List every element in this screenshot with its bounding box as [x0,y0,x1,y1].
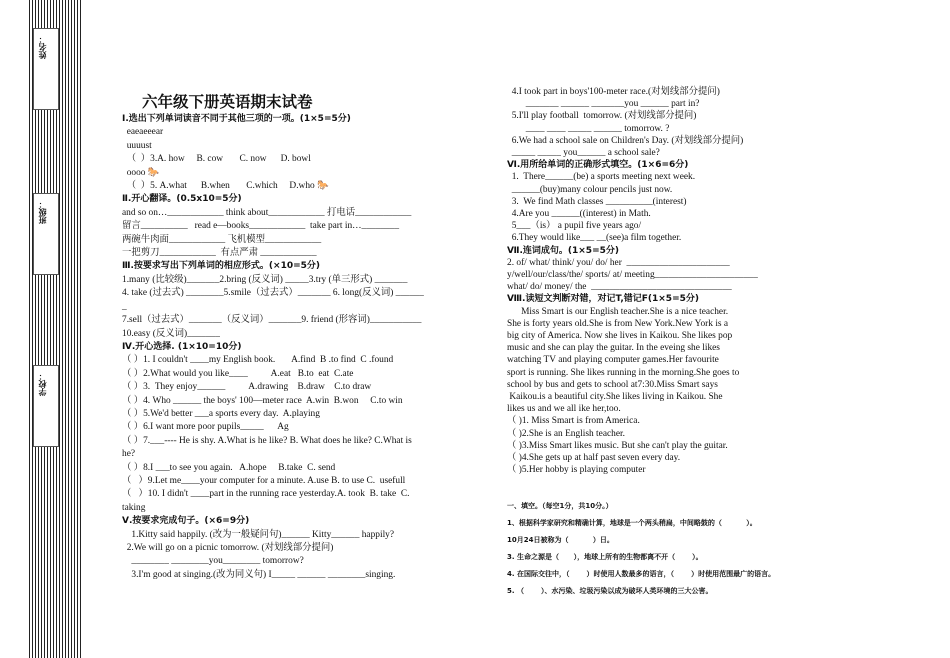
text-line: （ ）5. A.what B.when C.which D.who 🐎 [122,181,329,192]
text-line: Miss Smart is our English teacher.She is a nice teacher. [507,306,729,317]
text-line: uuuust [122,140,152,151]
section-heading: Ⅲ.按要求写出下列单词的相应形式。(×10=5分) [122,261,321,272]
text-line: 留言__________ read e—books____________ take part in…________ [122,221,400,232]
appendix-line: 10月24日被称为（ ）日。 [507,536,614,544]
text-line: （ )3.Miss Smart likes music. But she can't play the guitar. [507,440,728,451]
text-line: （ )4.She gets up at half past seven every day. [507,453,681,464]
text-line: he? [122,449,136,460]
text-line: music and she can play the guitar. In the eveing she likes [507,343,720,354]
text-line: （ ）3. They enjoy______ A.drawing B.draw C.to draw [122,382,372,393]
section-heading: Ⅱ.开心翻译。(0.5x10=5分) [122,194,242,205]
text-line: oooo 🐎 [122,167,160,178]
text-line: 7.sell（过去式）_______（反义词）_______9. friend (形容词)___________ [122,315,422,326]
text-line: what/ do/ money/ the ______________________________ [507,282,732,293]
section-heading: Ⅷ.读短文判断对错，对记T,错记F(1×5=5分) [507,294,699,305]
text-line: _____ _____ you______ a school sale? [507,148,660,159]
text-line: 5.I'll play football tomorrow. (对划线部分提问) [507,111,697,122]
text-line: watching TV and playing computer games.Her favourite [507,355,719,366]
text-line: 3.I'm good at singing.(改为同义句) I_____ ______ ________singing. [122,569,396,580]
section-heading: Ⅶ.连词成句。(1×5=5分) [507,245,619,256]
text-line: and so on…____________ think about____________ 打电话____________ [122,207,412,218]
text-line: （ ）1. I couldn't ____my English book. A.find B .to find C .found [122,355,394,366]
text-line: 2.We will go on a picnic tomorrow. (对划线部分提问) [122,543,334,553]
right-column [507,86,807,477]
text-line: （ )2.She is an English teacher. [507,428,625,439]
school-label: 学校： [38,372,47,396]
text-line: 一把剪刀____________ 有点严肃 ____________ [122,248,317,259]
text-line: ______(buy)many colour pencils just now. [507,184,673,195]
text-line: （ ）4. Who ______ the boys' 100—meter race A.win B.won C.to win [122,395,403,406]
text-line: Kaikou.is a beautiful city.She likes living in Kaikou. She [507,392,723,403]
text-line: 6.We had a school sale on Children's Day. (对划线部分提问) [507,135,744,146]
left-column [122,113,467,582]
text-line: （ ）9.Let me____your computer for a minute. A.use B. to use C. usefull [122,475,406,486]
text-line: （ ）7.___---- He is shy. A.What is he like? B. What does he like? C.What is [122,435,412,446]
name-field-box[interactable] [33,28,59,110]
section-heading: Ⅴ.按要求完成句子。(×6=9分) [122,516,250,527]
text-line: （ ）3.A. how B. cow C. now D. bowl [122,154,311,165]
text-line: 1.many (比较级)_______2.bring (反义词) _____3.try (单三形式) _______ [122,274,408,285]
section-heading: Ⅵ.用所给单词的正确形式填空。(1×6=6分) [507,160,689,171]
text-line: （ ）6.I want more poor pupils_____ Ag [122,422,289,433]
section-heading: Ⅰ.选出下列单词读音不同于其他三项的一项。(1×5=5分) [122,114,351,124]
text-line: （ ）5.We'd better ___a sports every day. A.playing [122,408,320,419]
class-label: 班级： [38,200,47,224]
text-line: （ )5.Her hobby is playing computer [507,465,646,476]
text-line: _ [122,301,127,312]
page-title: 六年级下册英语期末试卷 [142,93,313,111]
appendix-block [507,498,847,600]
text-line: sport is running. She likes running in the morning.She goes to [507,367,740,378]
text-line: She is forty years old.She is from New York.New York is a [507,318,729,329]
class-field-box[interactable] [33,193,59,275]
school-field-box[interactable] [33,365,59,447]
text-line: 6.They would like___ __(see)a film together. [507,233,682,244]
text-line: school by bus and gets to school at7:30.Miss Smart says [507,379,718,390]
text-line: big city of America. Now she lives in Kaikou. She likes pop [507,331,733,342]
text-line: 1.Kitty said happily. (改为一般疑问句)______ Kitty______ happily? [122,529,395,540]
section-heading: Ⅳ.开心选择. (1×10=10分) [122,341,242,352]
text-line: ____ ____ _____ ______ tomorrow. ? [507,123,670,134]
text-line: 4.I took part in boys'100-meter race.(对划线部分提问) [507,87,720,97]
text-line: _______ ______ _______you ______ part in? [507,99,700,110]
text-line: y/well/our/class/the/ sports/ at/ meeting______________________ [507,270,758,281]
text-line: taking [122,502,146,513]
text-line: 10.easy (反义词)_______ [122,328,220,339]
name-label: 姓名： [38,35,47,59]
text-line: 2. of/ what/ think/ you/ do/ her ______________________ [507,257,730,268]
text-line: 两碗牛肉面____________ 飞机模型____________ [122,234,322,245]
text-line: ________ ________you________ tomorrow? [122,556,304,567]
text-line: 1. There______(be) a sports meeting next week. [507,172,696,183]
text-line: 3. We find Math classes __________(interest) [507,196,687,207]
text-line: （ ）10. I didn't ____part in the running race yesterday.A. took B. take C. [122,489,410,500]
text-line: （ )1. Miss Smart is from America. [507,416,640,427]
text-line: 4. take (过去式) ________5.smile（过去式）_______ 6. long(反义词) ______ [122,288,424,299]
text-line: likes us and we all ike her,too. [507,404,621,415]
text-line: eaeaeeear [122,127,164,138]
appendix-line: 4. 在国际交往中，（ ）时使用人数最多的语言，（ ）时使用范围最广的语言。 [507,570,776,578]
text-line: 4.Are you ______((interest) in Math. [507,209,651,220]
text-line: （ ）2.What would you like____ A.eat B.to eat C.ate [122,368,354,379]
appendix-line: 一、填空。（每空1分，共10分。） [507,502,613,510]
appendix-line: 3. 生命之源是（ ），地球上所有的生物都离不开（ ）。 [507,553,703,561]
text-line: 5___（is） a pupil five years ago/ [507,221,642,232]
text-line: （ ）8.I ___to see you again. A.hope B.take C. send [122,462,336,473]
appendix-line: 1、根据科学家研究和精确计算，地球是一个两头稍扁，中间略鼓的（ ）。 [507,519,757,527]
appendix-line: 5. （ ）、水污染、垃圾污染以成为破坏人类环境的三大公害。 [507,587,713,595]
